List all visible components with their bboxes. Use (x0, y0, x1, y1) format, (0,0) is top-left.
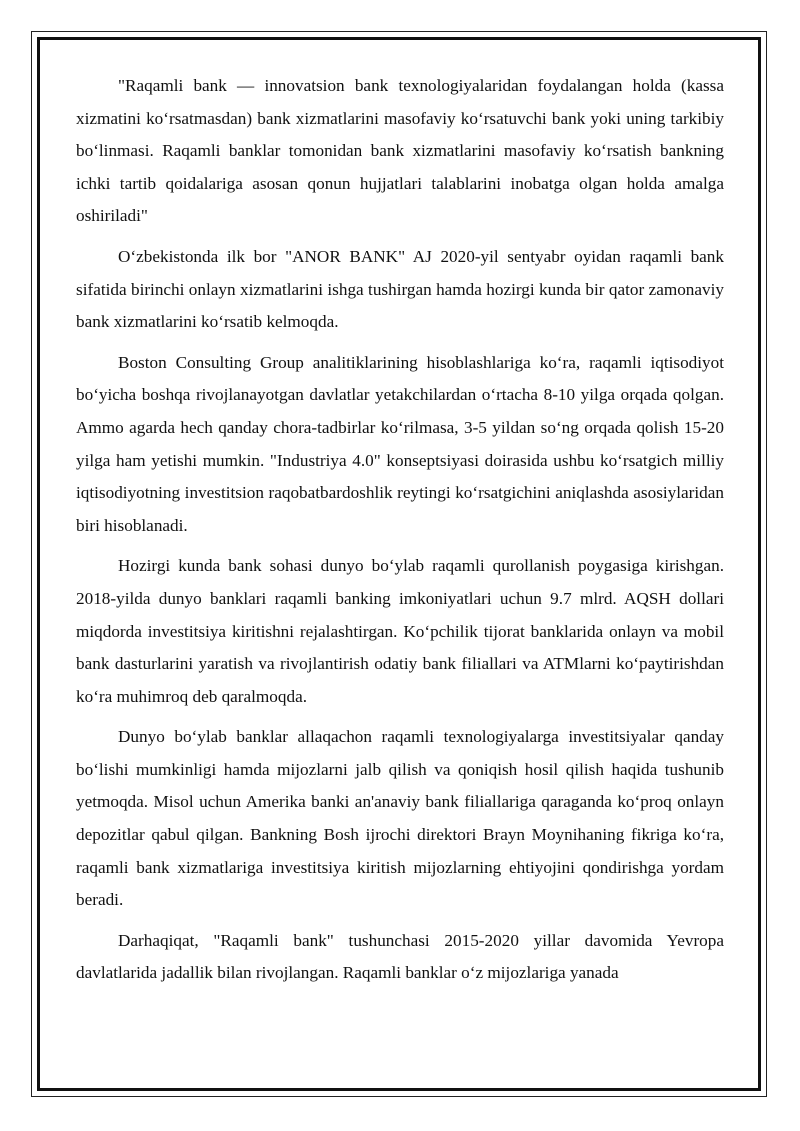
paragraph-bank-investments: Dunyo boʻylab banklar allaqachon raqamli texnologiyalarga investitsiyalar qanday boʻlishi mumkinligi hamda mijozlarni jalb qilish va qoniqish hosil qilish haqida tushunib yetmoqda. Misol uchun Amerika banki an'anaviy bank filiallariga qaraganda koʻproq onlayn depozitlar qabul qilgan. Bankning Bosh ijrochi direktori Brayn Moynihaning fikriga koʻra, raqamli bank xizmatlariga investitsiya kiritish mijozlarning ehtiyojini qondirishga yordam beradi. (76, 727, 724, 910)
paragraph-boston-consulting: Boston Consulting Group analitiklarining hisoblashlariga koʻra, raqamli iqtisodiyot boʻyicha boshqa rivojlanayotgan davlatlar yetakchilardan oʻrtacha 8-10 yilga orqada qolgan. Ammo agarda hech qanday chora-tadbirlar koʻrilmasa, 3-5 yildan soʻng orqada qolish 15-20 yilga ham yetishi mumkin. "Industriya 4.0" konseptsiyasi doirasida ushbu koʻrsatgich milliy iqtisodiyotning investitsion raqobatbardoshlik reytingi koʻrsatgichini aniqlashda asosiylaridan biri hisoblanadi. (76, 352, 724, 535)
document-body (76, 70, 724, 998)
paragraph-digital-bank-definition: "Raqamli bank — innovatsion bank texnologiyalaridan foydalangan holda (kassa xizmatini koʻrsatmasdan) bank xizmatlarini masofaviy koʻrsatuvchi bank yoki uning tarkibiy boʻlinmasi. Raqamli banklar tomonidan bank xizmatlarini masofaviy koʻrsatish bankning ichki tartib qoidalariga asosan qonun hujjatlari talablarini inobatga olgan holda amalga oshiriladi" (76, 76, 724, 226)
paragraph-europe-development: Darhaqiqat, "Raqamli bank" tushunchasi 2015-2020 yillar davomida Yevropa davlatlarida jadallik bilan rivojlangan. Raqamli banklar oʻz mijozlariga yanada (76, 930, 724, 983)
paragraph-digital-arms-race: Hozirgi kunda bank sohasi dunyo boʻylab raqamli qurollanish poygasiga kirishgan. 2018-yilda dunyo banklari raqamli banking imkoniyatlari uchun 9.7 mlrd. AQSH dollari miqdorda investitsiya kiritishni rejalashtirgan. Koʻpchilik tijorat banklarida onlayn va mobil bank dasturlarini yaratish va rivojlantirish odatiy bank filiallari va ATMlarni koʻpaytirishdan koʻra muhimroq deb qaralmoqda. (76, 556, 724, 706)
paragraph-anor-bank: Oʻzbekistonda ilk bor "ANOR BANK" AJ 2020-yil sentyabr oyidan raqamli bank sifatida birinchi onlayn xizmatlarini ishga tushirgan hamda hozirgi kunda bir qator zamonaviy bank xizmatlarini koʻrsatib kelmoqda. (76, 246, 724, 332)
